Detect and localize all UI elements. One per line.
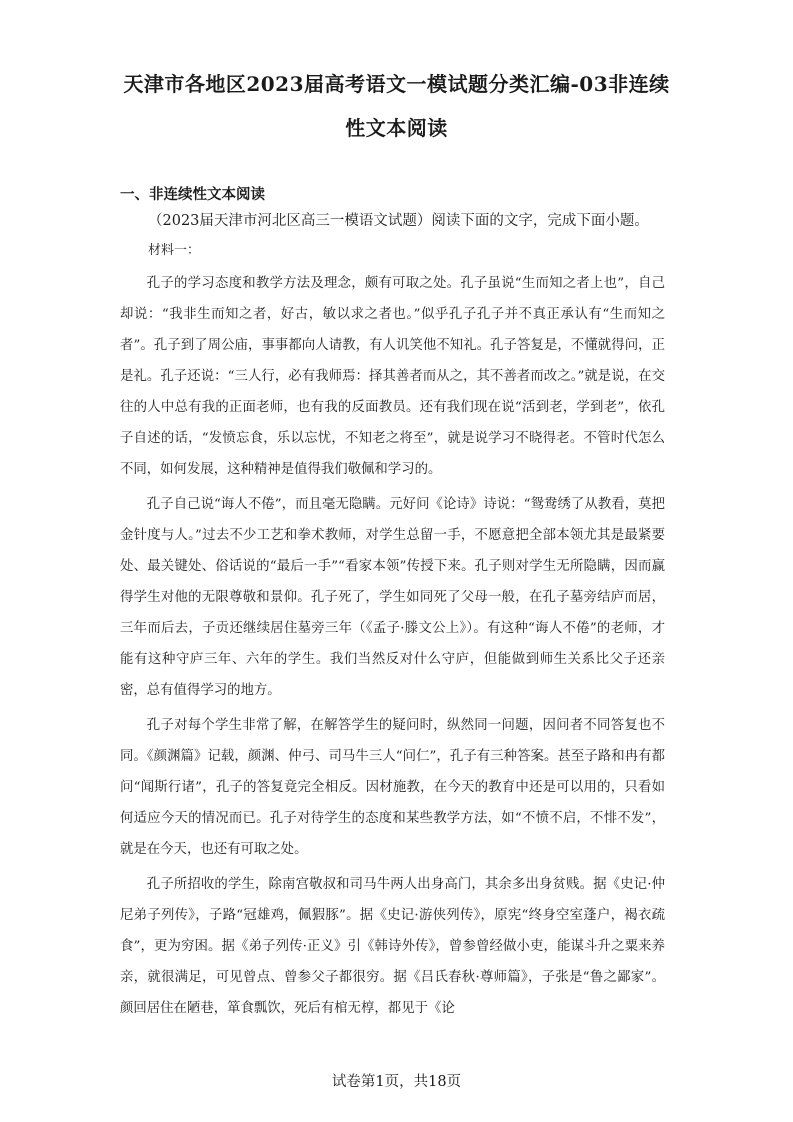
document-title: 天津市各地区2023届高考语文一模试题分类汇编-03非连续性文本阅读	[123, 72, 670, 140]
passage-paragraph: 孔子自己说“诲人不倦”，而且毫无隐瞒。元好问《论诗》诗说：“鸳鸯绣了从教看，莫把金针度与人。”过去不少工艺和拳术教师，对学生总留一手，不愿意把全部本领尤其是最紧要处、最关键处、俗话说的“最后一手”“看家本领”传授下来。孔子则对学生无所隐瞒，因而赢得学生对他的无限尊敬和景仰。孔子死了，学生如同死了父母一般，在孔子墓旁结庐而居，三年而后去，子贡还继续居住墓旁三年（《孟子·滕文公上》）。有这种“诲人不倦”的老师，才能有这种守庐三年、六年的学生。我们当然反对什么守庐，但能做到师生关系比父子还亲密，总有值得学习的地方。	[120, 497, 665, 698]
passage-paragraph: 孔子的学习态度和教学方法及理念，颇有可取之处。孔子虽说“生而知之者上也”，自己却说：“我非生而知之者，好古，敏以求之者也。”似乎孔子孔子并不真正承认有“生而知之者”。孔子到了周公庙，事事都向人请教，有人讥笑他不知礼。孔子答复是，不懂就得问，正是礼。孔子还说：“三人行，必有我师焉：择其善者而从之，其不善者而改之。”就是说，在交往的人中总有我的正面老师，也有我的反面教员。还有我们现在说“活到老，学到老”，依孔子自述的话，“发愤忘食，乐以忘忧，不知老之将至”，就是说学习不晓得老。不管时代怎么不同，如何发展，这种精神是值得我们敬佩和学习的。	[120, 276, 665, 477]
page-footer: 试卷第1页，共18页	[331, 1074, 462, 1090]
question-intro: （2023届天津市河北区高三一模语文试题）阅读下面的文字，完成下面小题。	[148, 213, 649, 229]
passage-paragraph: 孔子所招收的学生，除南宫敬叔和司马牛两人出身高门，其余多出身贫贱。据《史记·仲尼弟子列传》，子路“冠雄鸡，佩猳豚”。据《史记·游侠列传》，原宪“终身空室蓬户，褐衣疏食”，更为穷困。据《弟子列传·正义》引《韩诗外传》，曾参曾经做小吏，能谋斗升之粟来养亲，就很满足，可见曾点、曾参父子都很穷。据《吕氏春秋·尊师篇》，子张是“鲁之鄙家”。颜回居住在陋巷，箪食瓢饮，死后有棺无椁，都见于《论	[120, 877, 665, 1016]
section-heading: 一、非连续性文本阅读	[120, 187, 265, 203]
material-label: 材料一：	[148, 243, 201, 258]
passage-paragraph: 孔子对每个学生非常了解，在解答学生的疑问时，纵然同一问题，因问者不同答复也不同。《颜渊篇》记载，颜渊、仲弓、司马牛三人“问仁”，孔子有三种答案。甚至子路和冉有都问“闻斯行诸”，孔子的答复竟完全相反。因材施教，在今天的教育中还是可以用的，只看如何适应今天的情况而已。孔子对待学生的态度和某些教学方法，如“不愤不启，不悱不发”，就是在今天，也还有可取之处。	[120, 718, 665, 857]
passage-body	[120, 268, 665, 1028]
